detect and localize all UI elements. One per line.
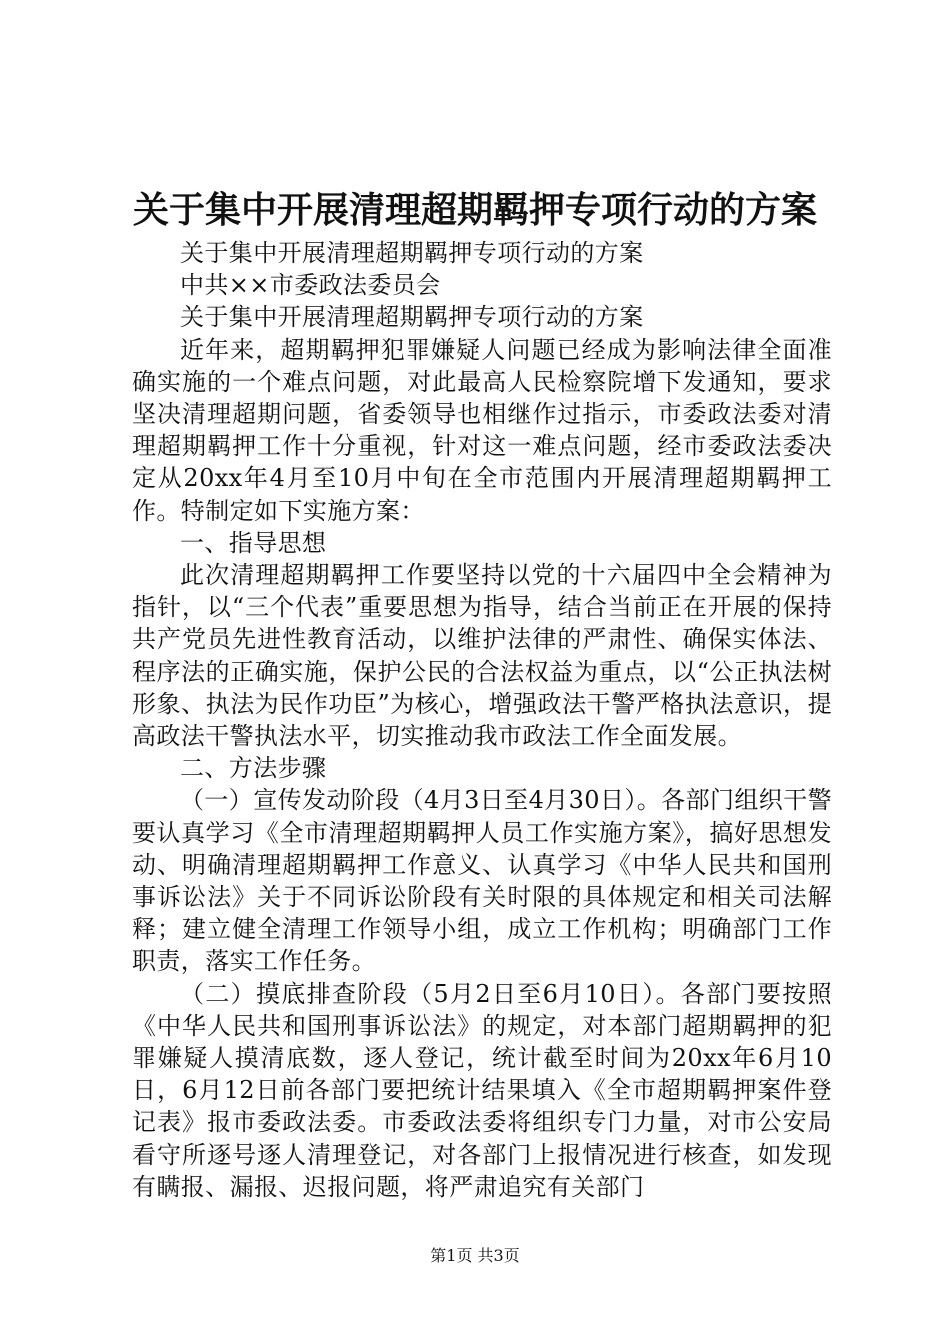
paragraph-guiding-idea: 此次清理超期羁押工作要坚持以党的十六届四中全会精神为指针，以“三个代表”重要思想为指导，结合当前正在开展的保持共产党员先进性教育活动，以维护法律的严肃性、确保实体法、程序法的正确实施，保护公民的合法权益为重点，以“公正执法树形象、执法为民作功臣”为核心，增强政法干警严格执法意识，提高政法干警执法水平，切实推动我市政法工作全面发展。 <box>132 561 832 751</box>
section-heading-guiding-idea: 一、指导思想 <box>180 528 327 557</box>
paragraph-stage-one: （一）宣传发动阶段（4月3日至4月30日）。各部门组织干警要认真学习《全市清理超期羁押人员工作实施方案》，搞好思想发动、明确清理超期羁押工作意义、认真学习《中华人民共和国刑事诉讼法》关于不同诉讼阶段有关时限的具体规定和相关司法解释；建立健全清理工作领导小组，成立工作机构；明确部门工作职责，落实工作任务。 <box>132 786 832 976</box>
section-heading-methods: 二、方法步骤 <box>180 754 327 783</box>
paragraph-intro: 近年来，超期羁押犯罪嫌疑人问题已经成为影响法律全面准确实施的一个难点问题，对此最高人民检察院增下发通知，要求坚决清理超期问题，省委领导也相继作过指示，市委政法委对清理超期羁押工作十分重视，针对这一难点问题，经市委政法委决定从20xx年4月至10月中旬在全市范围内开展清理超期羁押工作。特制定如下实施方案： <box>132 335 832 525</box>
paragraph-stage-two: （二）摸底排查阶段（5月2日至6月10日）。各部门要按照《中华人民共和国刑事诉讼法》的规定，对本部门超期羁押的犯罪嫌疑人摸清底数，逐人登记，统计截至时间为20xx年6月10日，6月12日前各部门要把统计结果填入《全市超期羁押案件登记表》报市委政法委。市委政法委将组织专门力量，对市公安局看守所逐号逐人清理登记，对各部门上报情况进行核查，如发现有瞒报、漏报、迟报问题，将严肃追究有关部门 <box>132 979 832 1201</box>
page-number: 第1页 共3页 <box>430 1246 520 1265</box>
document-title: 关于集中开展清理超期羁押专项行动的方案 <box>132 189 817 231</box>
document-body <box>132 237 832 1203</box>
paragraph-issuer: 中共××市委政法委员会 <box>180 271 441 300</box>
paragraph-subtitle-repeat: 关于集中开展清理超期羁押专项行动的方案 <box>180 303 644 332</box>
paragraph-subtitle: 关于集中开展清理超期羁押专项行动的方案 <box>180 239 644 267</box>
